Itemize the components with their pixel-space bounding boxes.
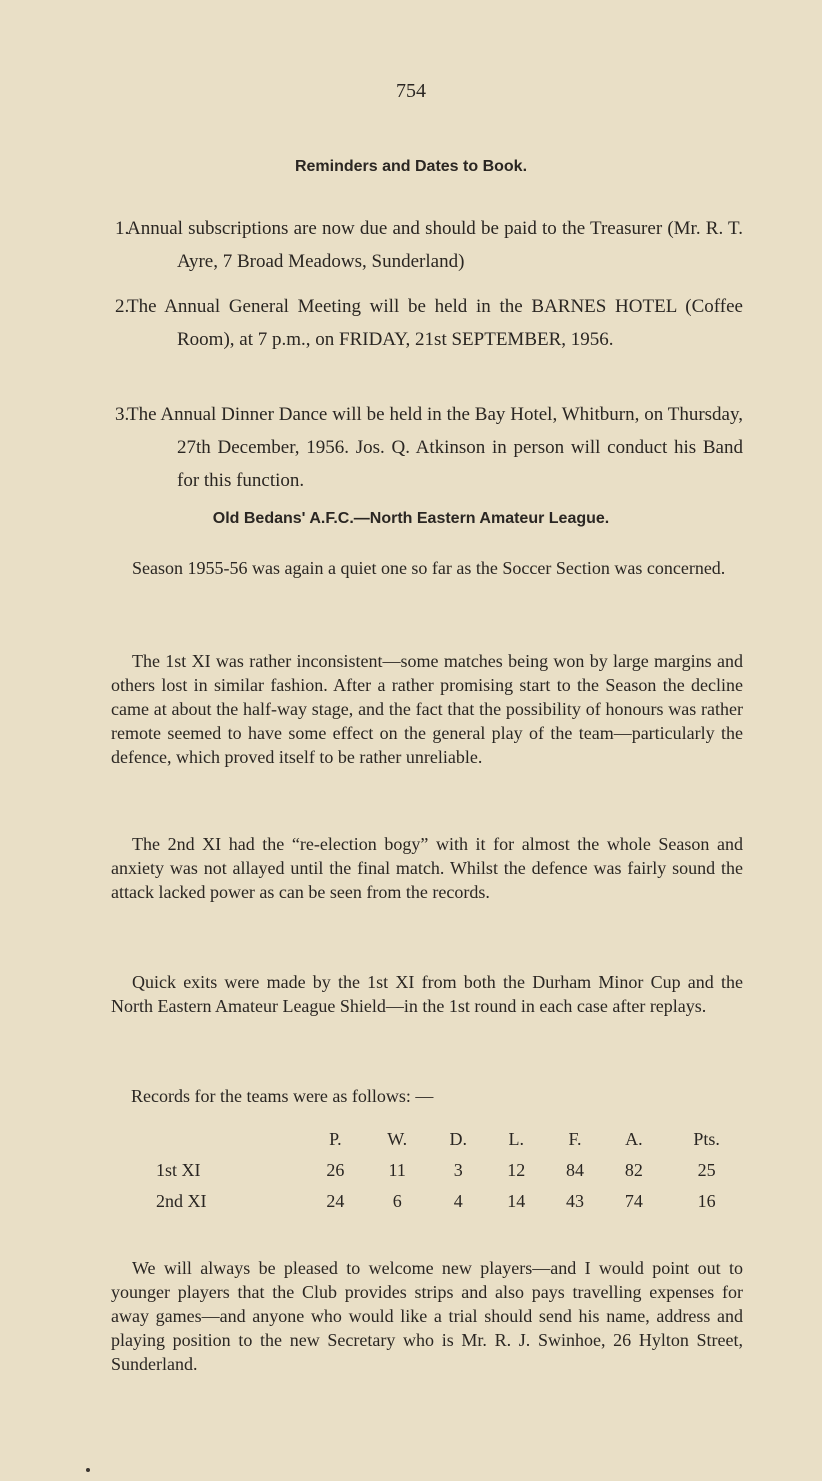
ink-speck: [86, 1468, 90, 1472]
records-table: [120, 1124, 750, 1217]
column-header-played: P.: [329, 1129, 342, 1149]
records-header-row: [120, 1124, 750, 1155]
won-cell: 6: [392, 1191, 402, 1211]
for-cell: 84: [566, 1160, 585, 1180]
column-header-against: A.: [625, 1129, 643, 1149]
points-cell: 25: [697, 1160, 716, 1180]
team-name: 1st XI: [156, 1160, 201, 1180]
points-cell: 16: [697, 1191, 716, 1211]
team-name: 2nd XI: [156, 1191, 207, 1211]
page-number: 754: [396, 80, 426, 102]
against-cell: 74: [624, 1191, 643, 1211]
paragraph-text: We will always be pleased to welcome new players—and I would point out to younger players that the Club provides strips and also pays travelling expenses for away games—and anyone who would like a trial should send his name, address and playing position to the new Secretary who is Mr. R. J. Swinhoe, 26 Hylton Street, Sunderland.: [111, 1258, 743, 1374]
drawn-cell: 3: [453, 1160, 463, 1180]
against-cell: 82: [624, 1160, 643, 1180]
records-team-header: [120, 1124, 306, 1155]
football-paragraph-1: [111, 556, 743, 580]
paragraph-text: Season 1955-56 was again a quiet one so far as the Soccer Section was concerned.: [132, 558, 726, 578]
reminders-heading: Reminders and Dates to Book.: [294, 158, 528, 175]
column-header-lost: L.: [508, 1129, 524, 1149]
played-cell: 26: [326, 1160, 345, 1180]
records-intro: Records for the teams were as follows: —: [131, 1086, 434, 1106]
football-heading: Old Bedans' A.F.C.—North Eastern Amateur League.: [212, 510, 610, 527]
closing-paragraph: [111, 1256, 743, 1376]
drawn-cell: 4: [453, 1191, 463, 1211]
reminder-item-1: [115, 212, 743, 278]
reminder-text: The Annual Dinner Dance will be held in the Bay Hotel, Whitburn, on Thursday, 27th December, 1956. Jos. Q. Atkinson in person will conduct his Band for this function.: [127, 404, 743, 491]
column-header-for: F.: [568, 1129, 582, 1149]
for-cell: 43: [566, 1191, 585, 1211]
lost-cell: 14: [507, 1191, 526, 1211]
football-paragraph-2: [111, 649, 743, 769]
column-header-drawn: D.: [449, 1129, 467, 1149]
paragraph-text: Quick exits were made by the 1st XI from both the Durham Minor Cup and the North Eastern Amateur League Shield—in the 1st round in each case after replays.: [111, 972, 743, 1016]
reminder-number: 3.: [115, 404, 130, 425]
column-header-points: Pts.: [693, 1129, 720, 1149]
won-cell: 11: [388, 1160, 406, 1180]
reminder-number: 1.: [115, 218, 130, 239]
played-cell: 24: [326, 1191, 345, 1211]
lost-cell: 12: [507, 1160, 526, 1180]
reminder-text: The Annual General Meeting will be held in the BARNES HOTEL (Coffee Room), at 7 p.m., on FRIDAY, 21st SEPTEMBER, 1956.: [127, 296, 743, 350]
reminder-text: Annual subscriptions are now due and should be paid to the Treasurer (Mr. R. T. Ayre, 7 Broad Meadows, Sunderland): [127, 218, 743, 272]
column-header-won: W.: [387, 1129, 408, 1149]
table-row: [120, 1155, 750, 1186]
reminder-item-2: [115, 290, 743, 356]
paragraph-text: The 1st XI was rather inconsistent—some matches being won by large margins and others lost in similar fashion. After a rather promising start to the Season the decline came at about the half-way stage, and the fact that the possibility of honours was rather remote seemed to have some effect on the general play of the team—particularly the defence, which proved itself to be rather unreliable.: [111, 651, 743, 767]
reminder-item-3: [115, 398, 743, 497]
football-paragraph-4: [111, 970, 743, 1018]
reminder-number: 2.: [115, 296, 130, 317]
football-paragraph-3: [111, 832, 743, 904]
paragraph-text: The 2nd XI had the “re-election bogy” with it for almost the whole Season and anxiety was not allayed until the final match. Whilst the defence was fairly sound the attack lacked power as can be seen from the records.: [111, 834, 743, 902]
table-row: [120, 1186, 750, 1217]
